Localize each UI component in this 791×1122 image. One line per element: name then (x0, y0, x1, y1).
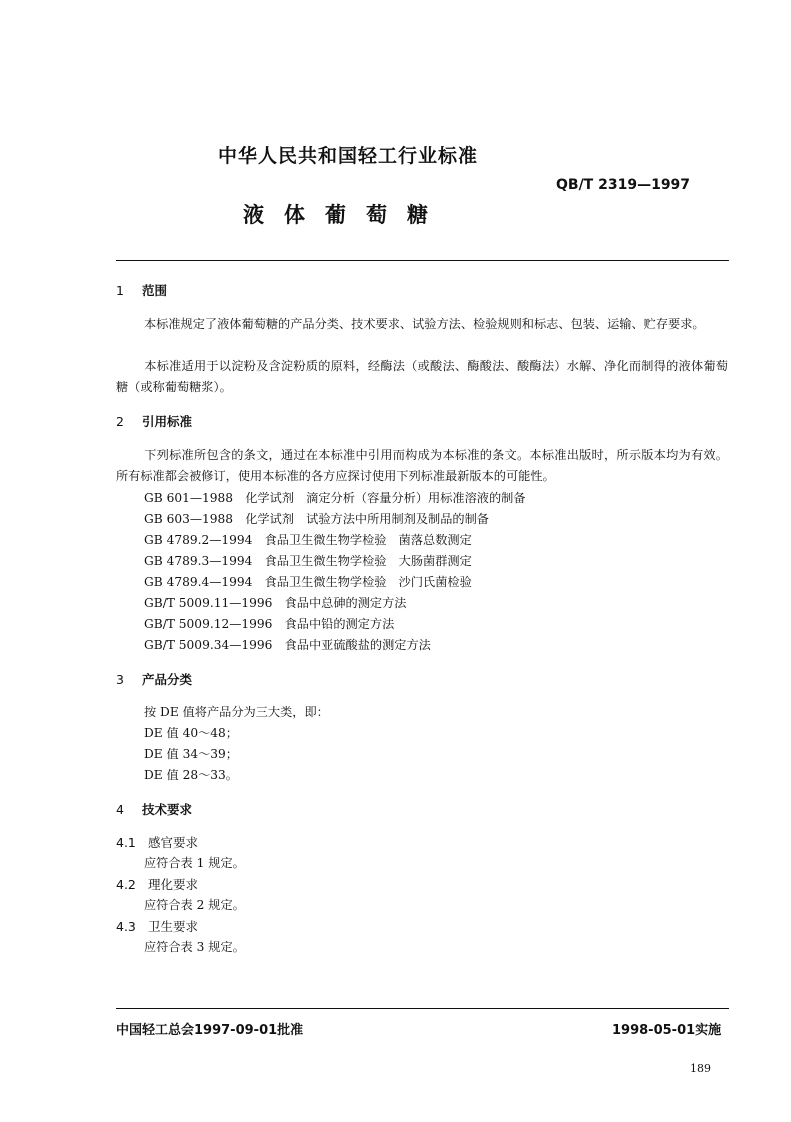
standard-name: 液体葡萄糖 (243, 203, 448, 227)
footer-divider (116, 1008, 729, 1009)
approval-date: 中国轻工总会1997-09-01批准 (116, 1023, 304, 1038)
section-number: 1 (116, 283, 124, 298)
classification-line: DE 值 34～39； (144, 747, 238, 761)
reference-item: GB 4789.2—1994 食品卫生微生物学检验 菌落总数测定 (144, 533, 472, 547)
document-issuer-title: 中华人民共和国轻工行业标准 (218, 145, 479, 167)
classification-line: DE 值 28～33。 (144, 768, 238, 782)
subsection-4-1-text: 应符合表 1 规定。 (144, 856, 245, 870)
section-number: 4 (116, 802, 124, 817)
reference-item: GB/T 5009.34—1996 食品中亚硫酸盐的测定方法 (144, 638, 431, 652)
reference-item: GB 4789.4—1994 食品卫生微生物学检验 沙门氏菌检验 (144, 575, 472, 589)
subsection-4-3-heading: 4.3 卫生要求 (116, 919, 199, 934)
section-title: 引用标准 (142, 414, 193, 429)
section-2-paragraph: 下列标准所包含的条文，通过在本标准中引用而构成为本标准的条文。本标准出版时，所示版本均为有效。所有标准都会被修订，使用本标准的各方应探讨使用下列标准最新版本的可能性。 (116, 448, 728, 483)
section-title: 技术要求 (142, 802, 193, 817)
section-1-heading (116, 281, 167, 299)
section-4-heading (116, 800, 192, 818)
classification-line: 按 DE 值将产品分为三大类，即： (144, 705, 329, 719)
section-2-heading (116, 412, 192, 430)
classification-line: DE 值 40～48； (144, 726, 238, 740)
subsection-4-2-text: 应符合表 2 规定。 (144, 898, 245, 912)
standard-number: QB/T 2319—1997 (556, 177, 691, 193)
reference-item: GB 603—1988 化学试剂 试验方法中所用制剂及制品的制备 (144, 512, 489, 526)
subsection-4-2-heading: 4.2 理化要求 (116, 877, 199, 892)
reference-item: GB/T 5009.12—1996 食品中铅的测定方法 (144, 617, 395, 631)
section-3-heading (116, 670, 192, 688)
page-number: 189 (690, 1062, 711, 1075)
section-title: 范围 (142, 283, 168, 298)
header-divider (116, 260, 729, 261)
reference-item: GB 601—1988 化学试剂 滴定分析（容量分析）用标准溶液的制备 (144, 491, 526, 505)
section-number: 2 (116, 414, 124, 429)
section-1-paragraph-1: 本标准规定了液体葡萄糖的产品分类、技术要求、试验方法、检验规则和标志、包装、运输、贮存要求。 (144, 317, 705, 331)
section-1-paragraph-2: 本标准适用于以淀粉及含淀粉质的原料，经酶法（或酸法、酶酸法、酸酶法）水解、净化而制得的液体葡萄糖（或称葡萄糖浆）。 (116, 359, 728, 394)
reference-item: GB/T 5009.11—1996 食品中总砷的测定方法 (144, 596, 407, 610)
subsection-4-1-heading: 4.1 感官要求 (116, 835, 199, 850)
reference-item: GB 4789.3—1994 食品卫生微生物学检验 大肠菌群测定 (144, 554, 472, 568)
section-number: 3 (116, 672, 124, 687)
implementation-date: 1998-05-01实施 (612, 1023, 722, 1038)
subsection-4-3-text: 应符合表 3 规定。 (144, 940, 245, 954)
section-title: 产品分类 (142, 672, 193, 687)
